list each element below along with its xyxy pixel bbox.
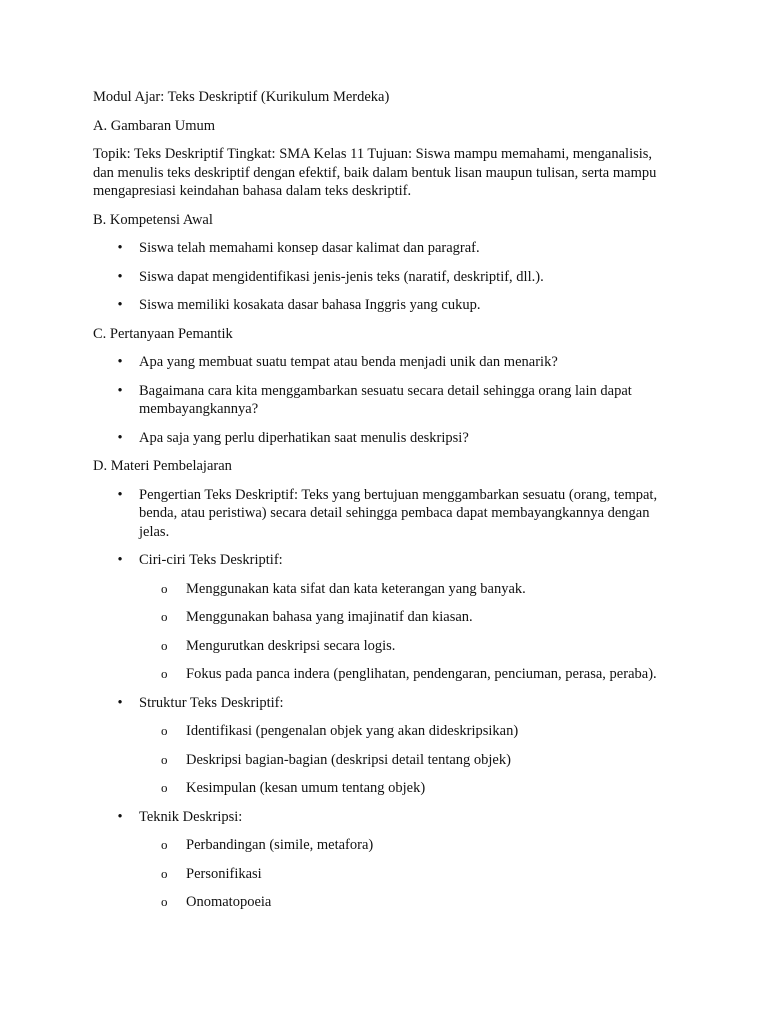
sub-bullet-marker: o — [161, 609, 168, 624]
list-item-text: Siswa telah memahami konsep dasar kalimat dan paragraf. — [139, 240, 480, 256]
bullet-marker: • — [117, 808, 123, 825]
bullet-marker: • — [117, 268, 123, 285]
list-item-text: Bagaimana cara kita menggambarkan sesuatu secara detail sehingga orang lain dapat membayangkannya? — [139, 382, 632, 417]
list-item — [93, 353, 672, 372]
sub-list-item-text: Fokus pada panca indera (penglihatan, pendengaran, penciuman, perasa, peraba). — [186, 666, 657, 682]
ciri-sublist — [139, 580, 672, 684]
sub-list-item — [139, 722, 672, 741]
sub-list-item — [139, 893, 672, 912]
bullet-marker: • — [117, 354, 123, 370]
sub-bullet-marker: o — [161, 780, 168, 795]
sub-list-item-text: Onomatopoeia — [186, 894, 272, 910]
list-item — [93, 429, 672, 448]
list-item-struktur — [93, 694, 672, 798]
list-item-text: Struktur Teks Deskriptif: — [139, 694, 284, 711]
list-item — [93, 382, 672, 419]
sub-bullet-marker: o — [161, 751, 168, 767]
sub-list-item-text: Deskripsi bagian-bagian (deskripsi detail tentang objek) — [186, 751, 511, 768]
sub-list-item-text: Perbandingan (simile, metafora) — [186, 837, 374, 853]
section-b-list — [93, 239, 672, 315]
list-item-text: Apa yang membuat suatu tempat atau benda menjadi unik dan menarik? — [139, 354, 558, 370]
list-item-pengertian — [93, 486, 672, 542]
sub-bullet-marker: o — [161, 666, 168, 681]
bullet-marker: • — [117, 297, 123, 313]
sub-list-item — [139, 608, 672, 627]
bullet-marker: • — [117, 694, 123, 711]
list-item — [93, 268, 672, 287]
list-item-ciri — [93, 551, 672, 684]
teknik-sublist — [139, 836, 672, 912]
sub-list-item — [139, 865, 672, 884]
section-d-list — [93, 486, 672, 912]
sub-list-item — [139, 580, 672, 599]
sub-list-item — [139, 779, 672, 798]
bullet-marker: • — [117, 429, 123, 446]
sub-bullet-marker: o — [161, 723, 168, 738]
list-item — [93, 239, 672, 258]
sub-list-item-text: Kesimpulan (kesan umum tentang objek) — [186, 780, 426, 796]
section-c-list — [93, 353, 672, 447]
sub-bullet-marker: o — [161, 837, 168, 852]
sub-bullet-marker: o — [161, 580, 168, 596]
document-title: Modul Ajar: Teks Deskriptif (Kurikulum Merdeka) — [93, 89, 390, 105]
sub-list-item-text: Menggunakan kata sifat dan kata keterangan yang banyak. — [186, 580, 526, 597]
list-item-text: Teknik Deskripsi: — [139, 808, 243, 825]
bullet-marker: • — [117, 382, 123, 399]
struktur-sublist — [139, 722, 672, 798]
bullet-marker: • — [117, 240, 123, 256]
sub-list-item-text: Mengurutkan deskripsi secara logis. — [186, 637, 396, 654]
sub-bullet-marker: o — [161, 894, 168, 909]
list-item-text: Apa saja yang perlu diperhatikan saat menulis deskripsi? — [139, 429, 469, 446]
sub-list-item-text: Identifikasi (pengenalan objek yang akan dideskripsikan) — [186, 723, 519, 739]
section-a-heading: A. Gambaran Umum — [93, 117, 216, 134]
section-b-heading: B. Kompetensi Awal — [93, 211, 213, 228]
sub-bullet-marker: o — [161, 637, 168, 653]
sub-bullet-marker: o — [161, 865, 168, 881]
sub-list-item — [139, 751, 672, 770]
sub-list-item — [139, 836, 672, 855]
list-item-text: Siswa memiliki kosakata dasar bahasa Inggris yang cukup. — [139, 297, 481, 313]
sub-list-item-text: Personifikasi — [186, 865, 262, 882]
sub-list-item-text: Menggunakan bahasa yang imajinatif dan kiasan. — [186, 609, 473, 625]
sub-list-item — [139, 637, 672, 656]
section-a-paragraph: Topik: Teks Deskriptif Tingkat: SMA Kelas 11 Tujuan: Siswa mampu memahami, menganalisis, dan menulis teks deskriptif dengan efektif, baik dalam bentuk lisan maupun tulisan, serta mampu mengapresiasi keindahan bahasa dalam teks deskriptif. — [93, 146, 657, 199]
list-item-teknik — [93, 808, 672, 912]
list-item-text: Siswa dapat mengidentifikasi jenis-jenis teks (naratif, deskriptif, dll.). — [139, 268, 544, 285]
list-item — [93, 296, 672, 315]
sub-list-item — [139, 665, 672, 684]
bullet-marker: • — [117, 552, 123, 568]
section-c-heading: C. Pertanyaan Pemantik — [93, 325, 233, 342]
section-d-heading: D. Materi Pembelajaran — [93, 458, 232, 474]
list-item-text: Ciri-ciri Teks Deskriptif: — [139, 552, 283, 568]
list-item-text: Pengertian Teks Deskriptif: Teks yang bertujuan menggambarkan sesuatu (orang, tempat, benda, atau peristiwa) secara detail sehingga pembaca dapat membayangkannya dengan jelas. — [139, 486, 658, 540]
bullet-marker: • — [117, 486, 123, 503]
